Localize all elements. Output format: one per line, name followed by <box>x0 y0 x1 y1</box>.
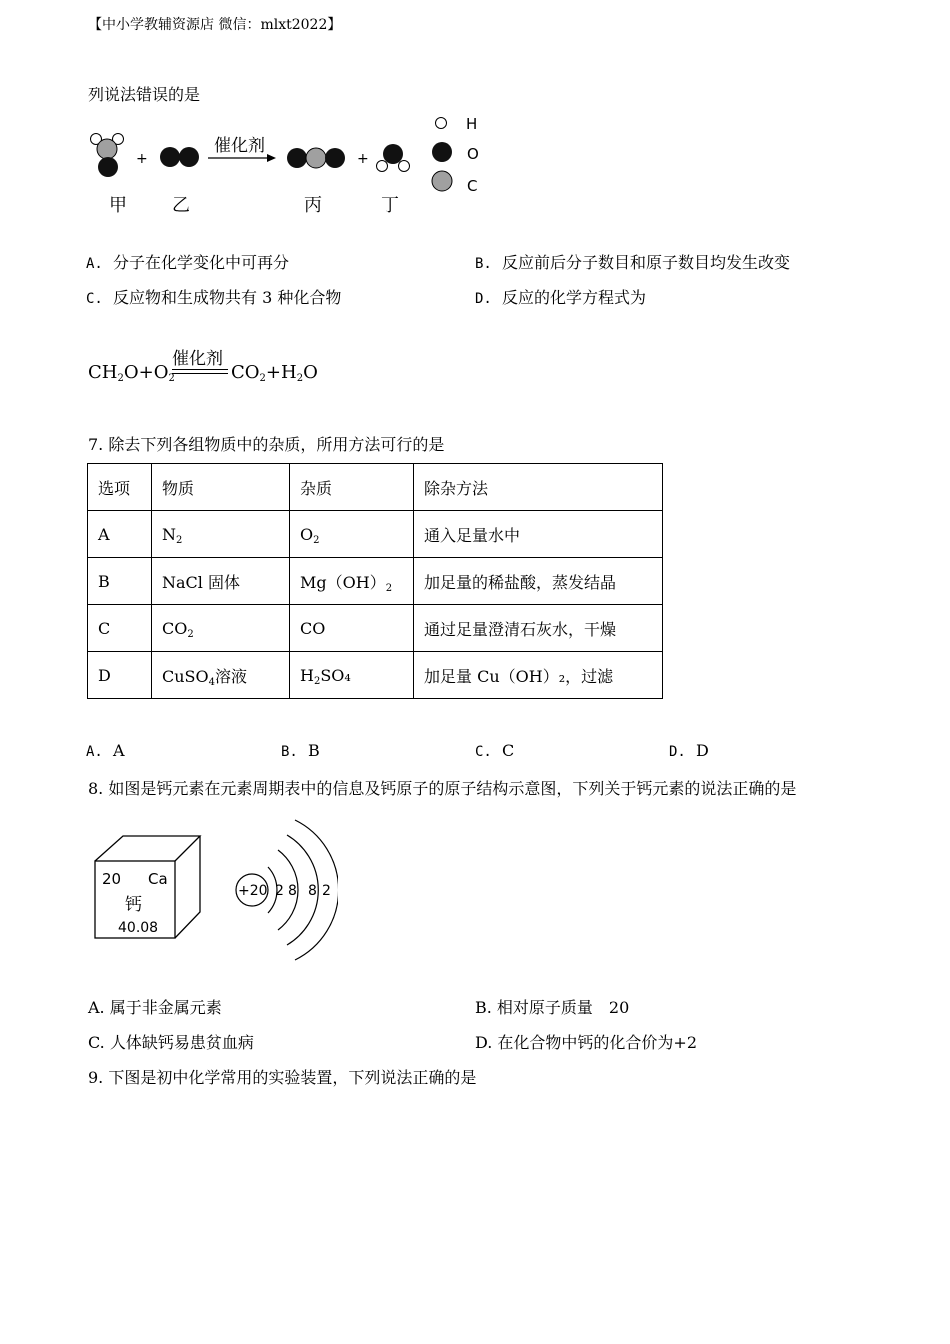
cell-impurity: CO <box>290 605 414 652</box>
option-text: 反应的化学方程式为 <box>502 288 647 307</box>
option-text: A <box>113 741 125 760</box>
q8-option-d[interactable]: D. 在化合物中钙的化合价为+2 <box>475 1033 698 1052</box>
option-letter: A. <box>86 256 103 272</box>
equation-left: $CH_2O+O_2$ <box>88 362 175 384</box>
q7-table <box>87 463 663 699</box>
cell-substance: NaCl 固体 <box>152 558 290 605</box>
cell-method: 加足量的稀盐酸，蒸发结晶 <box>414 558 663 605</box>
label-ding: 丁 <box>381 195 399 216</box>
label-yi: 乙 <box>172 195 190 216</box>
plus-sign-1: + <box>136 151 148 167</box>
cell-impurity: $Mg(OH)_2$ <box>290 558 414 605</box>
option-letter: B. <box>281 744 298 760</box>
plus-sign-2: + <box>357 151 369 167</box>
molecule-yi <box>160 147 199 167</box>
q6-option-b[interactable] <box>475 250 790 273</box>
reaction-diagram <box>86 110 506 222</box>
cell-impurity: $O_2$ <box>290 511 414 558</box>
option-text: B <box>308 741 320 760</box>
shell-count-3: 8 <box>308 883 317 899</box>
element-name: 钙 <box>125 895 142 915</box>
cell-substance: CuSO$_4$溶液 <box>152 652 290 699</box>
table-header-row <box>88 464 663 511</box>
calcium-diagram <box>88 815 338 965</box>
q8-stem: 8. 如图是钙元素在元素周期表中的信息及钙原子的原子结构示意图，下列关于钙元素的说法正确的是 <box>88 779 797 798</box>
label-jia: 甲 <box>109 195 127 216</box>
reaction-arrow-head <box>267 154 276 162</box>
table-row <box>88 605 663 652</box>
equation-catalyst: 催化剂 <box>172 349 223 369</box>
page-header: 【中小学教辅资源店 微信：mlxt2022】 <box>88 17 342 33</box>
option-letter: C. <box>86 291 103 307</box>
q7-option-b[interactable] <box>281 741 320 760</box>
element-mass: 40.08 <box>118 920 159 936</box>
option-letter: D. <box>669 744 686 760</box>
option-text: C <box>502 741 515 760</box>
table-row <box>88 511 663 558</box>
cell-method: 通入足量水中 <box>414 511 663 558</box>
molecule-ding <box>377 144 410 172</box>
legend-h: H <box>466 115 478 133</box>
cell-option: A <box>88 511 152 558</box>
atom-structure <box>236 820 338 960</box>
element-symbol: Ca <box>148 870 168 888</box>
q8-option-c[interactable]: C. 人体缺钙易患贫血病 <box>88 1033 254 1052</box>
molecule-bing <box>287 148 345 168</box>
option-letter: B. <box>475 256 492 272</box>
table-row <box>88 558 663 605</box>
option-text: D <box>696 741 709 760</box>
shell-count-2: 8 <box>288 883 297 899</box>
q6-option-c[interactable] <box>86 285 341 308</box>
element-number: 20 <box>102 870 122 888</box>
table-row <box>88 652 663 699</box>
cell-option: C <box>88 605 152 652</box>
q7-option-c[interactable] <box>475 741 514 760</box>
cell-substance: $CO_2$ <box>152 605 290 652</box>
catalyst-label: 催化剂 <box>214 136 265 156</box>
q6-stem-tail: 列说法错误的是 <box>88 85 201 104</box>
nucleus-charge: +20 <box>238 883 268 899</box>
cell-option: B <box>88 558 152 605</box>
q8-option-b[interactable]: B. 相对原子质量 20 <box>475 998 630 1017</box>
q6-option-d[interactable] <box>475 285 646 308</box>
option-text: 反应前后分子数目和原子数目均发生改变 <box>502 253 791 272</box>
cell-method: 通过足量澄清石灰水，干燥 <box>414 605 663 652</box>
option-text: 反应物和生成物共有 3 种化合物 <box>113 288 342 307</box>
equation-right: $CO_2+H_2O$ <box>231 362 318 384</box>
header-method: 除杂方法 <box>414 464 663 511</box>
cell-method: 加足量 Cu（OH）₂，过滤 <box>414 652 663 699</box>
shell-count-1: 2 <box>275 883 284 899</box>
label-bing: 丙 <box>304 195 322 216</box>
legend-o: O <box>467 145 479 163</box>
cell-substance: $N_2$ <box>152 511 290 558</box>
equation-equals <box>172 369 228 374</box>
molecule-jia <box>91 134 124 178</box>
legend <box>432 115 479 195</box>
cell-impurity: $H_2SO_4$ <box>290 652 414 699</box>
option-text: 分子在化学变化中可再分 <box>113 253 290 272</box>
q7-stem: 7. 除去下列各组物质中的杂质，所用方法可行的是 <box>88 435 445 454</box>
header-option: 选项 <box>88 464 152 511</box>
option-letter: D. <box>475 291 492 307</box>
option-letter: C. <box>475 744 492 760</box>
q6-option-a[interactable] <box>86 250 289 273</box>
q8-option-a[interactable]: A. 属于非金属元素 <box>88 998 222 1017</box>
header-substance: 物质 <box>152 464 290 511</box>
legend-c: C <box>467 177 478 195</box>
option-letter: A. <box>86 744 103 760</box>
q7-option-d[interactable] <box>669 741 709 760</box>
header-impurity: 杂质 <box>290 464 414 511</box>
shell-count-4: 2 <box>322 883 331 899</box>
q7-option-a[interactable] <box>86 741 125 760</box>
q9-stem: 9. 下图是初中化学常用的实验装置，下列说法正确的是 <box>88 1068 477 1087</box>
cell-option: D <box>88 652 152 699</box>
